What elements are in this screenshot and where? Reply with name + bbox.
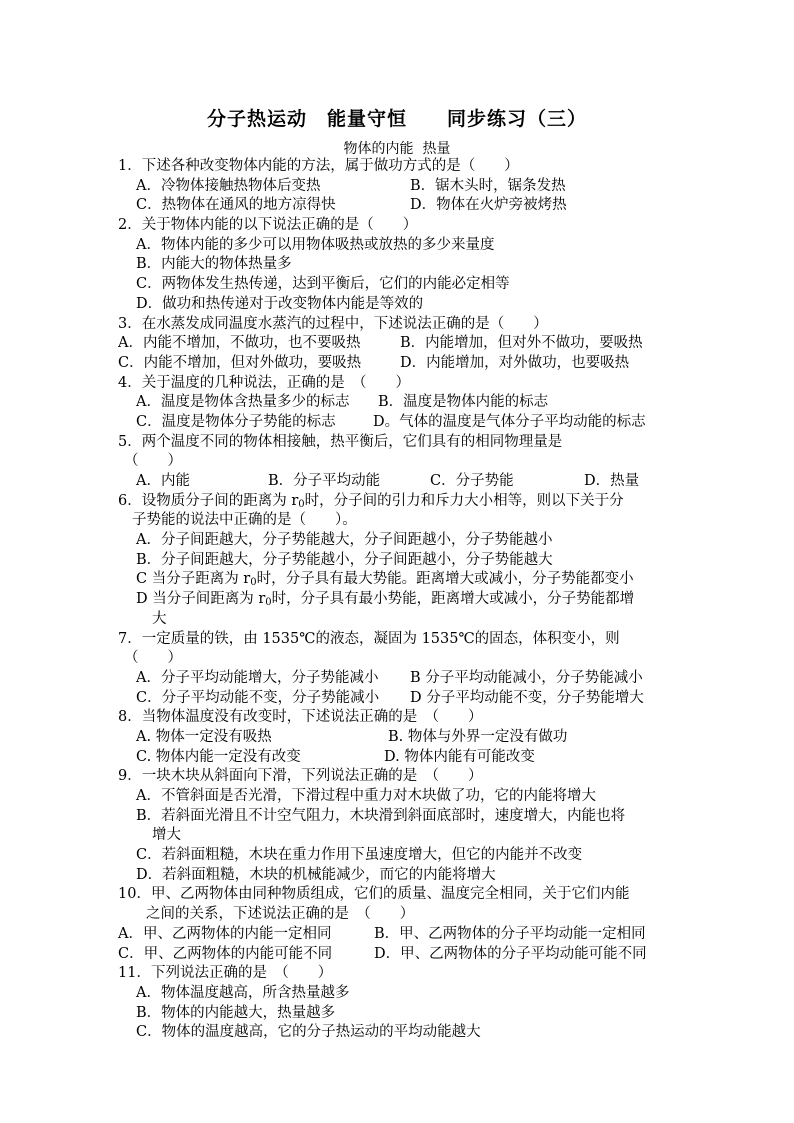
q6-option-d-subscript: 0 bbox=[265, 597, 272, 609]
q7-option-d: D 分子平均动能不变，分子势能增大 bbox=[410, 689, 644, 706]
q11-option-a: A．物体温度越高，所含热量越多 bbox=[136, 984, 350, 1001]
q3-option-c: C．内能不增加，但对外做功，要吸热 bbox=[118, 354, 362, 371]
q10-option-a: A．甲、乙两物体的内能一定相同 bbox=[118, 925, 332, 942]
q10-option-d: D．甲、乙两物体的分子平均动能可能不同 bbox=[374, 945, 647, 962]
q8-stem: 8．当物体温度没有改变时，下述说法正确的是 （ ） bbox=[118, 709, 483, 726]
question-list bbox=[118, 157, 678, 1043]
q10-stem: 10．甲、乙两物体由同种物质组成，它们的质量、温度完全相同，关于它们内能 bbox=[118, 886, 630, 903]
q4-option-d: D。气体的温度是气体分子平均动能的标志 bbox=[373, 413, 646, 430]
q5-option-a: A．内能 bbox=[136, 473, 190, 489]
q9-option-b-cont: 增大 bbox=[152, 827, 181, 844]
q9-option-c: C．若斜面粗糙，木块在重力作用下虽速度增大，但它的内能并不改变 bbox=[136, 847, 583, 864]
q2-option-c: C．两物体发生热传递，达到平衡后，它们的内能必定相等 bbox=[136, 276, 510, 293]
q4-options-row1 bbox=[118, 393, 678, 413]
q6-option-d-text-end: 时，分子具有最小势能，距离增大或减小，分子势能都增 bbox=[271, 591, 635, 608]
q8-options-row1 bbox=[118, 728, 678, 748]
q3-options-row2 bbox=[118, 354, 678, 374]
q6-option-d-cont: 大 bbox=[152, 610, 167, 627]
q11-option-c: C．物体的温度越高，它的分子热运动的平均动能越大 bbox=[136, 1024, 481, 1041]
q2-option-d: D．做功和热传递对于改变物体内能是等效的 bbox=[136, 295, 424, 312]
q7-stem: 7．一定质量的铁，由 1535℃的液态，凝固为 1535℃的固态，体积变小，则 bbox=[118, 630, 620, 647]
q5-option-c: C．分子势能 bbox=[430, 473, 514, 489]
q10-stem-cont: 之间的关系，下述说法正确的是 （ ） bbox=[146, 906, 415, 923]
q5-stem: 5．两个温度不同的物体相接触，热平衡后，它们具有的相同物理量是 bbox=[118, 433, 563, 450]
q6-option-c-subscript: 0 bbox=[250, 577, 257, 589]
q3-option-b: B．内能增加，但对外不做功，要吸热 bbox=[400, 335, 643, 352]
q6-option-d-text: D 当分子间距离为 r bbox=[136, 591, 266, 608]
q8-option-d: D. 物体内能有可能改变 bbox=[384, 748, 535, 765]
q6-stem-cont: 子势能的说法中正确的是（ ）。 bbox=[132, 512, 357, 529]
q1-stem: 1．下述各种改变物体内能的方法，属于做功方式的是（ ） bbox=[118, 158, 519, 174]
q6-stem-text: 6．设物质分子间的距离为 r bbox=[118, 492, 299, 509]
q6-option-c bbox=[118, 570, 678, 590]
q9-option-a: A．不管斜面是否光滑，下滑过程中重力对木块做了功，它的内能将增大 bbox=[136, 788, 596, 804]
q1-options-row2 bbox=[118, 196, 678, 216]
q2-option-a: A．物体内能的多少可以用物体吸热或放热的多少来量度 bbox=[136, 236, 495, 253]
q9-stem: 9．一块木块从斜面向下滑，下列说法正确的是 （ ） bbox=[118, 768, 483, 785]
q3-option-d: D．内能增加，对外做功，也要吸热 bbox=[400, 354, 630, 371]
q3-stem: 3．在水蒸发成同温度水蒸汽的过程中，下述说法正确的是（ ） bbox=[118, 315, 548, 332]
q8-option-a: A. 物体一定没有吸热 bbox=[136, 728, 272, 745]
q8-option-b: B. 物体与外界一定没有做功 bbox=[388, 728, 568, 745]
q10-option-b: B．甲、乙两物体的分子平均动能一定相同 bbox=[374, 925, 646, 942]
q6-stem-text-end: 时，分子间的引力和斥力大小相等，则以下关于分 bbox=[304, 492, 624, 509]
q6-option-a: A．分子间距越大，分子势能越大，分子间距越小，分子势能越小 bbox=[136, 532, 553, 549]
q1-option-d: D．物体在火炉旁被烤热 bbox=[410, 197, 567, 214]
q6-stem-subscript: 0 bbox=[298, 498, 305, 510]
q10-options-row1 bbox=[118, 925, 678, 945]
q4-option-a: A．温度是物体含热量多少的标志 bbox=[136, 394, 350, 411]
q4-options-row2 bbox=[118, 413, 678, 433]
q4-stem: 4．关于温度的几种说法，正确的是 （ ） bbox=[118, 374, 410, 391]
q6-option-b: B．分子间距越大，分子势能越小，分子间距越小，分子势能越大 bbox=[136, 551, 553, 568]
page-title: 分子热运动 能量守恒 同步练习（三） bbox=[206, 108, 587, 130]
q2-option-b: B．内能大的物体热量多 bbox=[136, 256, 292, 273]
q3-option-a: A．内能不增加，不做功，也不要吸热 bbox=[118, 335, 361, 352]
q8-options-row2 bbox=[118, 748, 678, 768]
q5-option-b: B．分子平均动能 bbox=[268, 473, 381, 489]
q7-answer-paren: （ ） bbox=[124, 650, 182, 667]
q1-option-c: C．热物体在通风的地方凉得快 bbox=[136, 197, 336, 214]
q10-option-c: C．甲、乙两物体的内能可能不同 bbox=[118, 945, 333, 962]
q4-option-c: C．温度是物体分子势能的标志 bbox=[136, 413, 336, 430]
q1-option-a: A．冷物体接触热物体后变热 bbox=[136, 177, 321, 194]
q2-stem: 2．关于物体内能的以下说法正确的是（ ） bbox=[118, 217, 418, 234]
q11-option-b: B．物体的内能越大，热量越多 bbox=[136, 1004, 336, 1021]
q7-option-a: A．分子平均动能增大，分子势能减小 bbox=[136, 669, 379, 686]
q4-option-b: B．温度是物体内能的标志 bbox=[378, 394, 549, 411]
q1-options-row1 bbox=[118, 177, 678, 197]
q11-stem: 11．下列说法正确的是 （ ） bbox=[118, 965, 333, 982]
q7-options-row2 bbox=[118, 689, 678, 709]
q3-options-row1 bbox=[118, 334, 678, 354]
q7-option-b: B 分子平均动能减小，分子势能减小 bbox=[410, 669, 643, 686]
q5-options-row bbox=[118, 472, 678, 492]
q8-option-c: C. 物体内能一定没有改变 bbox=[136, 748, 301, 765]
q5-option-d: D．热量 bbox=[584, 473, 640, 489]
q9-option-d: D．若斜面粗糙，木块的机械能减少，而它的内能将增大 bbox=[136, 866, 496, 883]
q9-option-b: B．若斜面光滑且不计空气阻力，木块滑到斜面底部时，速度增大，内能也将 bbox=[136, 807, 626, 824]
q7-options-row1 bbox=[118, 669, 678, 689]
q1-option-b: B．锯木头时，锯条发热 bbox=[410, 177, 566, 194]
q6-option-c-text-end: 时，分子具有最大势能。距离增大或减小，分子势能都变小 bbox=[256, 571, 634, 588]
q6-option-d bbox=[118, 590, 678, 610]
q5-answer-paren: （ ） bbox=[124, 453, 182, 470]
q7-option-c: C．分子平均动能不变，分子势能减小 bbox=[136, 689, 380, 706]
page-subtitle: 物体的内能 热量 bbox=[343, 141, 451, 157]
q6-option-c-text: C 当分子距离为 r bbox=[136, 571, 251, 588]
q6-stem bbox=[118, 492, 678, 512]
q10-options-row2 bbox=[118, 945, 678, 965]
